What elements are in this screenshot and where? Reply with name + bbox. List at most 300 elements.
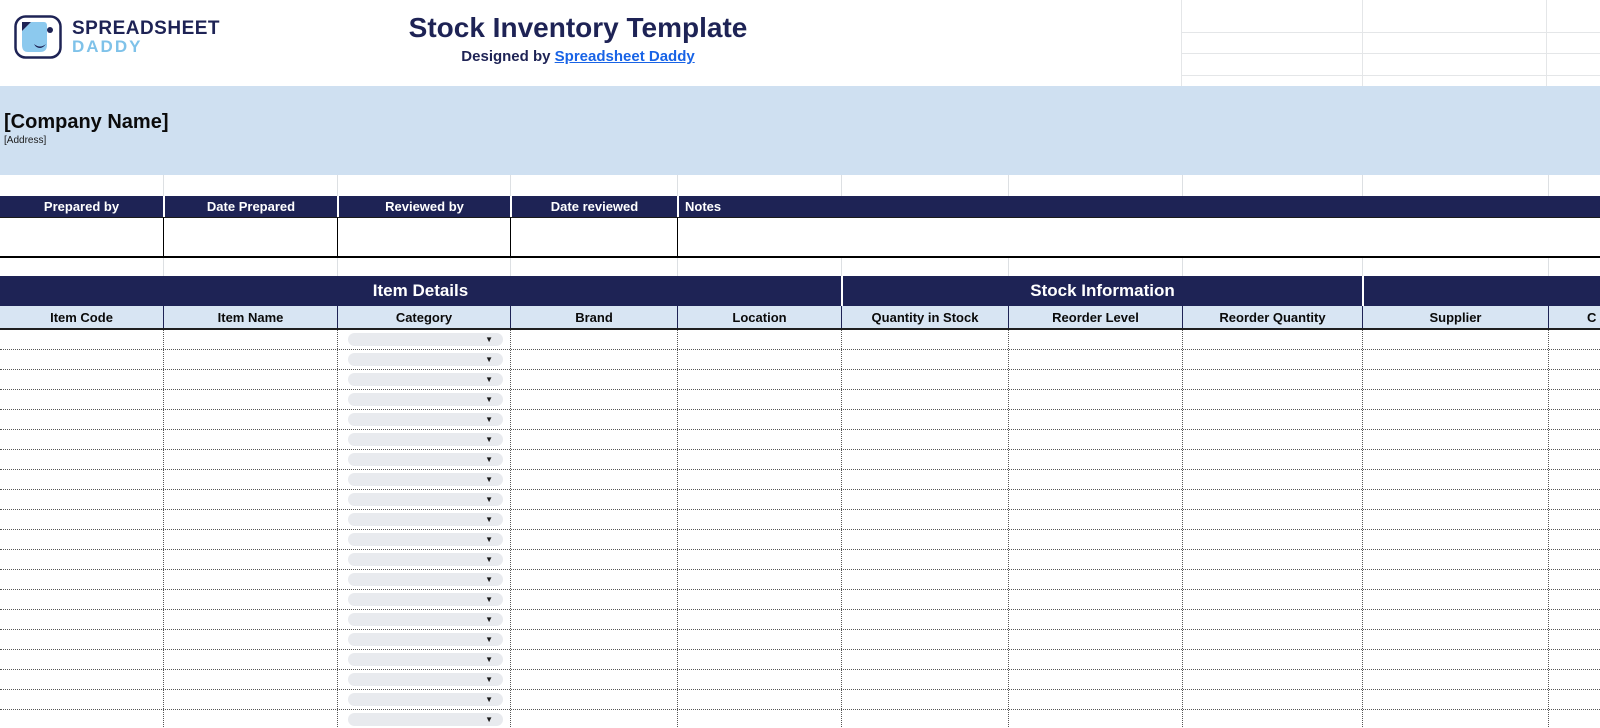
- reorder-level-cell[interactable]: [1008, 390, 1182, 409]
- category-dropdown[interactable]: [348, 453, 503, 466]
- chevron-down-icon: ▼: [485, 335, 493, 344]
- col-item-code: Item Code: [0, 306, 163, 328]
- supplier-cell[interactable]: [1362, 330, 1548, 349]
- brand-cell[interactable]: [510, 410, 677, 429]
- reorder-level-cell[interactable]: [1008, 590, 1182, 609]
- supplier-cell[interactable]: [1362, 450, 1548, 469]
- item-code-cell[interactable]: [0, 610, 163, 629]
- item-code-cell[interactable]: [0, 570, 163, 589]
- supplier-cell[interactable]: [1362, 410, 1548, 429]
- gridline: [1182, 175, 1183, 196]
- brand-cell[interactable]: [510, 430, 677, 449]
- item-name-cell[interactable]: [163, 510, 337, 529]
- reorder-quantity-cell[interactable]: [1182, 610, 1362, 629]
- header-prepared-by: Prepared by: [0, 196, 163, 217]
- quantity-in-stock-cell[interactable]: [841, 510, 1008, 529]
- item-code-cell[interactable]: [0, 450, 163, 469]
- quantity-in-stock-cell[interactable]: [841, 410, 1008, 429]
- reorder-quantity-cell[interactable]: [1182, 710, 1362, 728]
- table-row: [0, 430, 1600, 450]
- item-code-cell[interactable]: [0, 690, 163, 709]
- table-row: [0, 550, 1600, 570]
- gridline: [841, 175, 842, 196]
- item-name-cell[interactable]: [163, 350, 337, 369]
- quantity-in-stock-cell[interactable]: [841, 550, 1008, 569]
- reorder-level-cell[interactable]: [1008, 610, 1182, 629]
- category-cell[interactable]: [337, 510, 510, 529]
- section-supplier-group: [1362, 276, 1600, 306]
- brand-cell[interactable]: [510, 390, 677, 409]
- supplier-cell[interactable]: [1362, 710, 1548, 728]
- category-cell[interactable]: [337, 650, 510, 669]
- reorder-level-cell[interactable]: [1008, 410, 1182, 429]
- table-row: [0, 690, 1600, 710]
- reorder-level-cell[interactable]: [1008, 650, 1182, 669]
- supplier-cell[interactable]: [1362, 650, 1548, 669]
- designed-by-prefix: Designed by: [461, 48, 555, 65]
- category-cell[interactable]: [337, 710, 510, 728]
- chevron-down-icon: ▼: [485, 535, 493, 544]
- quantity-in-stock-cell[interactable]: [841, 390, 1008, 409]
- gridline: [1008, 258, 1009, 276]
- page-title: Stock Inventory Template: [408, 12, 748, 43]
- reorder-level-cell[interactable]: [1008, 710, 1182, 728]
- item-code-cell[interactable]: [0, 630, 163, 649]
- item-code-cell[interactable]: [0, 590, 163, 609]
- reorder-quantity-cell[interactable]: [1182, 330, 1362, 349]
- category-cell[interactable]: [337, 530, 510, 549]
- truncated-cell[interactable]: [1548, 670, 1600, 689]
- reorder-level-cell[interactable]: [1008, 490, 1182, 509]
- truncated-cell[interactable]: [1548, 450, 1600, 469]
- reorder-level-cell[interactable]: [1008, 670, 1182, 689]
- title-block: [0, 12, 1156, 65]
- date-reviewed-cell[interactable]: [510, 217, 677, 256]
- quantity-in-stock-cell[interactable]: [841, 570, 1008, 589]
- item-code-cell[interactable]: [0, 650, 163, 669]
- truncated-cell[interactable]: [1548, 710, 1600, 728]
- item-code-cell[interactable]: [0, 390, 163, 409]
- truncated-cell[interactable]: [1548, 350, 1600, 369]
- item-name-cell[interactable]: [163, 690, 337, 709]
- item-code-cell[interactable]: [0, 670, 163, 689]
- item-name-cell[interactable]: [163, 330, 337, 349]
- supplier-cell[interactable]: [1362, 470, 1548, 489]
- quantity-in-stock-cell[interactable]: [841, 610, 1008, 629]
- col-reorder-quantity: Reorder Quantity: [1182, 306, 1362, 328]
- brand-cell[interactable]: [510, 530, 677, 549]
- category-cell[interactable]: [337, 410, 510, 429]
- header-reviewed-by: Reviewed by: [337, 196, 510, 217]
- truncated-cell[interactable]: [1548, 490, 1600, 509]
- category-cell[interactable]: [337, 590, 510, 609]
- brand-cell[interactable]: [510, 690, 677, 709]
- item-code-cell[interactable]: [0, 410, 163, 429]
- quantity-in-stock-cell[interactable]: [841, 530, 1008, 549]
- location-cell[interactable]: [677, 610, 841, 629]
- items-rows: [0, 330, 1600, 728]
- truncated-cell[interactable]: [1548, 330, 1600, 349]
- category-cell[interactable]: [337, 670, 510, 689]
- category-dropdown[interactable]: [348, 513, 503, 526]
- section-item-details: Item Details: [0, 276, 841, 306]
- top-header: [0, 0, 1600, 86]
- reorder-level-cell[interactable]: [1008, 450, 1182, 469]
- item-name-cell[interactable]: [163, 590, 337, 609]
- category-cell[interactable]: [337, 570, 510, 589]
- category-dropdown[interactable]: [348, 333, 503, 346]
- chevron-down-icon: ▼: [485, 415, 493, 424]
- reorder-quantity-cell[interactable]: [1182, 430, 1362, 449]
- quantity-in-stock-cell[interactable]: [841, 590, 1008, 609]
- item-name-cell[interactable]: [163, 570, 337, 589]
- item-code-cell[interactable]: [0, 330, 163, 349]
- truncated-cell[interactable]: [1548, 430, 1600, 449]
- section-stock-information: Stock Information: [841, 276, 1362, 306]
- category-dropdown[interactable]: [348, 353, 503, 366]
- supplier-cell[interactable]: [1362, 530, 1548, 549]
- review-table-row: [0, 217, 1600, 258]
- gridline: [337, 258, 338, 276]
- quantity-in-stock-cell[interactable]: [841, 370, 1008, 389]
- reorder-quantity-cell[interactable]: [1182, 570, 1362, 589]
- brand-cell[interactable]: [510, 350, 677, 369]
- chevron-down-icon: ▼: [485, 595, 493, 604]
- supplier-cell[interactable]: [1362, 630, 1548, 649]
- item-code-cell[interactable]: [0, 710, 163, 728]
- brand-cell[interactable]: [510, 590, 677, 609]
- truncated-cell[interactable]: [1548, 410, 1600, 429]
- chevron-down-icon: ▼: [485, 515, 493, 524]
- location-cell[interactable]: [677, 370, 841, 389]
- category-cell[interactable]: [337, 690, 510, 709]
- location-cell[interactable]: [677, 690, 841, 709]
- item-code-cell[interactable]: [0, 490, 163, 509]
- truncated-cell[interactable]: [1548, 590, 1600, 609]
- quantity-in-stock-cell[interactable]: [841, 430, 1008, 449]
- table-row: [0, 350, 1600, 370]
- reorder-quantity-cell[interactable]: [1182, 510, 1362, 529]
- truncated-cell[interactable]: [1548, 610, 1600, 629]
- truncated-cell[interactable]: [1548, 390, 1600, 409]
- spacer-row: [0, 175, 1600, 196]
- category-cell[interactable]: [337, 550, 510, 569]
- reorder-level-cell[interactable]: [1008, 430, 1182, 449]
- chevron-down-icon: ▼: [485, 655, 493, 664]
- table-row: [0, 650, 1600, 670]
- supplier-cell[interactable]: [1362, 370, 1548, 389]
- brand-cell[interactable]: [510, 630, 677, 649]
- truncated-cell[interactable]: [1548, 530, 1600, 549]
- gridline: [337, 175, 338, 196]
- col-reorder-level: Reorder Level: [1008, 306, 1182, 328]
- brand-cell[interactable]: [510, 570, 677, 589]
- item-name-cell[interactable]: [163, 670, 337, 689]
- item-name-cell[interactable]: [163, 550, 337, 569]
- company-address-cell[interactable]: [Address]: [4, 135, 47, 146]
- category-dropdown[interactable]: [348, 413, 503, 426]
- item-name-cell[interactable]: [163, 410, 337, 429]
- reorder-level-cell[interactable]: [1008, 570, 1182, 589]
- truncated-cell[interactable]: [1548, 470, 1600, 489]
- brand-cell[interactable]: [510, 550, 677, 569]
- reorder-quantity-cell[interactable]: [1182, 490, 1362, 509]
- reorder-quantity-cell[interactable]: [1182, 470, 1362, 489]
- category-cell[interactable]: [337, 450, 510, 469]
- quantity-in-stock-cell[interactable]: [841, 690, 1008, 709]
- supplier-cell[interactable]: [1362, 610, 1548, 629]
- truncated-cell[interactable]: [1548, 510, 1600, 529]
- item-code-cell[interactable]: [0, 430, 163, 449]
- spreadsheet-daddy-link[interactable]: Spreadsheet Daddy: [554, 48, 695, 65]
- chevron-down-icon: ▼: [485, 575, 493, 584]
- notes-cell[interactable]: [677, 217, 1600, 256]
- gridline: [677, 175, 678, 196]
- item-name-cell[interactable]: [163, 610, 337, 629]
- supplier-cell[interactable]: [1362, 510, 1548, 529]
- supplier-cell[interactable]: [1362, 490, 1548, 509]
- category-cell[interactable]: [337, 350, 510, 369]
- chevron-down-icon: ▼: [485, 555, 493, 564]
- item-code-cell[interactable]: [0, 350, 163, 369]
- category-dropdown[interactable]: [348, 653, 503, 666]
- reorder-level-cell[interactable]: [1008, 550, 1182, 569]
- location-cell[interactable]: [677, 650, 841, 669]
- supplier-cell[interactable]: [1362, 670, 1548, 689]
- reorder-quantity-cell[interactable]: [1182, 590, 1362, 609]
- reorder-quantity-cell[interactable]: [1182, 670, 1362, 689]
- location-cell[interactable]: [677, 630, 841, 649]
- item-name-cell[interactable]: [163, 470, 337, 489]
- spacer-row: [0, 258, 1600, 276]
- brand-cell[interactable]: [510, 470, 677, 489]
- chevron-down-icon: ▼: [485, 455, 493, 464]
- quantity-in-stock-cell[interactable]: [841, 490, 1008, 509]
- location-cell[interactable]: [677, 350, 841, 369]
- truncated-cell[interactable]: [1548, 550, 1600, 569]
- company-name-cell[interactable]: [Company Name]: [4, 111, 169, 133]
- item-code-cell[interactable]: [0, 370, 163, 389]
- quantity-in-stock-cell[interactable]: [841, 330, 1008, 349]
- table-row: [0, 410, 1600, 430]
- item-name-cell[interactable]: [163, 450, 337, 469]
- item-code-cell[interactable]: [0, 510, 163, 529]
- col-quantity-in-stock: Quantity in Stock: [841, 306, 1008, 328]
- brand-cell[interactable]: [510, 450, 677, 469]
- category-dropdown[interactable]: [348, 373, 503, 386]
- reorder-quantity-cell[interactable]: [1182, 630, 1362, 649]
- header-notes: Notes: [677, 196, 1600, 217]
- table-row: [0, 530, 1600, 550]
- category-cell[interactable]: [337, 430, 510, 449]
- category-dropdown[interactable]: [348, 633, 503, 646]
- quantity-in-stock-cell[interactable]: [841, 650, 1008, 669]
- quantity-in-stock-cell[interactable]: [841, 710, 1008, 728]
- header-date-prepared: Date Prepared: [163, 196, 337, 217]
- brand-cell[interactable]: [510, 370, 677, 389]
- chevron-down-icon: ▼: [485, 675, 493, 684]
- location-cell[interactable]: [677, 430, 841, 449]
- reorder-quantity-cell[interactable]: [1182, 690, 1362, 709]
- supplier-cell[interactable]: [1362, 430, 1548, 449]
- location-cell[interactable]: [677, 410, 841, 429]
- item-code-cell[interactable]: [0, 550, 163, 569]
- location-cell[interactable]: [677, 670, 841, 689]
- reorder-quantity-cell[interactable]: [1182, 410, 1362, 429]
- truncated-cell[interactable]: [1548, 650, 1600, 669]
- reorder-level-cell[interactable]: [1008, 630, 1182, 649]
- truncated-cell[interactable]: [1548, 690, 1600, 709]
- category-dropdown[interactable]: [348, 593, 503, 606]
- gridline: [1362, 0, 1363, 86]
- reorder-quantity-cell[interactable]: [1182, 550, 1362, 569]
- category-cell[interactable]: [337, 490, 510, 509]
- item-name-cell[interactable]: [163, 390, 337, 409]
- table-row: [0, 390, 1600, 410]
- items-section-header: [0, 276, 1600, 306]
- col-brand: Brand: [510, 306, 677, 328]
- category-dropdown[interactable]: [348, 613, 503, 626]
- brand-cell[interactable]: [510, 510, 677, 529]
- reviewed-by-cell[interactable]: [337, 217, 510, 256]
- col-supplier: Supplier: [1362, 306, 1548, 328]
- col-category: Category: [337, 306, 510, 328]
- truncated-cell[interactable]: [1548, 630, 1600, 649]
- location-cell[interactable]: [677, 570, 841, 589]
- quantity-in-stock-cell[interactable]: [841, 450, 1008, 469]
- category-dropdown[interactable]: [348, 533, 503, 546]
- location-cell[interactable]: [677, 530, 841, 549]
- reorder-level-cell[interactable]: [1008, 370, 1182, 389]
- item-name-cell[interactable]: [163, 430, 337, 449]
- category-cell[interactable]: [337, 610, 510, 629]
- category-dropdown[interactable]: [348, 493, 503, 506]
- logo-text-line2: DADDY: [72, 37, 143, 56]
- gridline: [1181, 53, 1600, 54]
- reorder-level-cell[interactable]: [1008, 530, 1182, 549]
- location-cell[interactable]: [677, 490, 841, 509]
- item-name-cell[interactable]: [163, 490, 337, 509]
- gridline: [677, 258, 678, 276]
- location-cell[interactable]: [677, 510, 841, 529]
- chevron-down-icon: ▼: [485, 615, 493, 624]
- supplier-cell[interactable]: [1362, 390, 1548, 409]
- category-dropdown[interactable]: [348, 393, 503, 406]
- brand-cell[interactable]: [510, 490, 677, 509]
- brand-cell[interactable]: [510, 670, 677, 689]
- reorder-quantity-cell[interactable]: [1182, 530, 1362, 549]
- reorder-level-cell[interactable]: [1008, 470, 1182, 489]
- category-dropdown[interactable]: [348, 693, 503, 706]
- item-name-cell[interactable]: [163, 370, 337, 389]
- location-cell[interactable]: [677, 470, 841, 489]
- category-dropdown[interactable]: [348, 473, 503, 486]
- location-cell[interactable]: [677, 450, 841, 469]
- review-table-header: [0, 196, 1600, 217]
- location-cell[interactable]: [677, 390, 841, 409]
- location-cell[interactable]: [677, 550, 841, 569]
- brand-cell[interactable]: [510, 610, 677, 629]
- item-name-cell[interactable]: [163, 650, 337, 669]
- category-cell[interactable]: [337, 630, 510, 649]
- category-dropdown[interactable]: [348, 713, 503, 726]
- chevron-down-icon: ▼: [485, 495, 493, 504]
- gridline: [163, 258, 164, 276]
- category-dropdown[interactable]: [348, 573, 503, 586]
- gridline: [1546, 0, 1547, 86]
- prepared-by-cell[interactable]: [0, 217, 163, 256]
- brand-cell[interactable]: [510, 710, 677, 728]
- brand-cell[interactable]: [510, 650, 677, 669]
- chevron-down-icon: ▼: [485, 435, 493, 444]
- location-cell[interactable]: [677, 710, 841, 728]
- gridline: [1362, 258, 1363, 276]
- reorder-quantity-cell[interactable]: [1182, 650, 1362, 669]
- quantity-in-stock-cell[interactable]: [841, 670, 1008, 689]
- chevron-down-icon: ▼: [485, 355, 493, 364]
- category-dropdown[interactable]: [348, 673, 503, 686]
- category-cell[interactable]: [337, 390, 510, 409]
- reorder-level-cell[interactable]: [1008, 330, 1182, 349]
- gridline: [510, 258, 511, 276]
- reorder-level-cell[interactable]: [1008, 510, 1182, 529]
- category-dropdown[interactable]: [348, 433, 503, 446]
- quantity-in-stock-cell[interactable]: [841, 470, 1008, 489]
- table-row: [0, 490, 1600, 510]
- gridline: [163, 175, 164, 196]
- reorder-quantity-cell[interactable]: [1182, 450, 1362, 469]
- reorder-level-cell[interactable]: [1008, 690, 1182, 709]
- chevron-down-icon: ▼: [485, 635, 493, 644]
- gridline: [1362, 175, 1363, 196]
- category-cell[interactable]: [337, 370, 510, 389]
- gridline: [1181, 32, 1600, 33]
- category-cell[interactable]: [337, 470, 510, 489]
- brand-cell[interactable]: [510, 330, 677, 349]
- item-code-cell[interactable]: [0, 530, 163, 549]
- table-row: [0, 570, 1600, 590]
- supplier-cell[interactable]: [1362, 350, 1548, 369]
- supplier-cell[interactable]: [1362, 550, 1548, 569]
- item-name-cell[interactable]: [163, 630, 337, 649]
- location-cell[interactable]: [677, 330, 841, 349]
- gridline: [1548, 175, 1549, 196]
- designed-by-line: [0, 48, 1156, 65]
- table-row: [0, 450, 1600, 470]
- item-code-cell[interactable]: [0, 470, 163, 489]
- supplier-cell[interactable]: [1362, 690, 1548, 709]
- item-name-cell[interactable]: [163, 530, 337, 549]
- reorder-quantity-cell[interactable]: [1182, 370, 1362, 389]
- gridline: [1182, 258, 1183, 276]
- supplier-cell[interactable]: [1362, 570, 1548, 589]
- table-row: [0, 710, 1600, 728]
- location-cell[interactable]: [677, 590, 841, 609]
- category-dropdown[interactable]: [348, 553, 503, 566]
- truncated-cell[interactable]: [1548, 570, 1600, 589]
- truncated-cell[interactable]: [1548, 370, 1600, 389]
- reorder-quantity-cell[interactable]: [1182, 350, 1362, 369]
- reorder-level-cell[interactable]: [1008, 350, 1182, 369]
- category-cell[interactable]: [337, 330, 510, 349]
- col-item-name: Item Name: [163, 306, 337, 328]
- quantity-in-stock-cell[interactable]: [841, 350, 1008, 369]
- item-name-cell[interactable]: [163, 710, 337, 728]
- date-prepared-cell[interactable]: [163, 217, 337, 256]
- reorder-quantity-cell[interactable]: [1182, 390, 1362, 409]
- quantity-in-stock-cell[interactable]: [841, 630, 1008, 649]
- supplier-cell[interactable]: [1362, 590, 1548, 609]
